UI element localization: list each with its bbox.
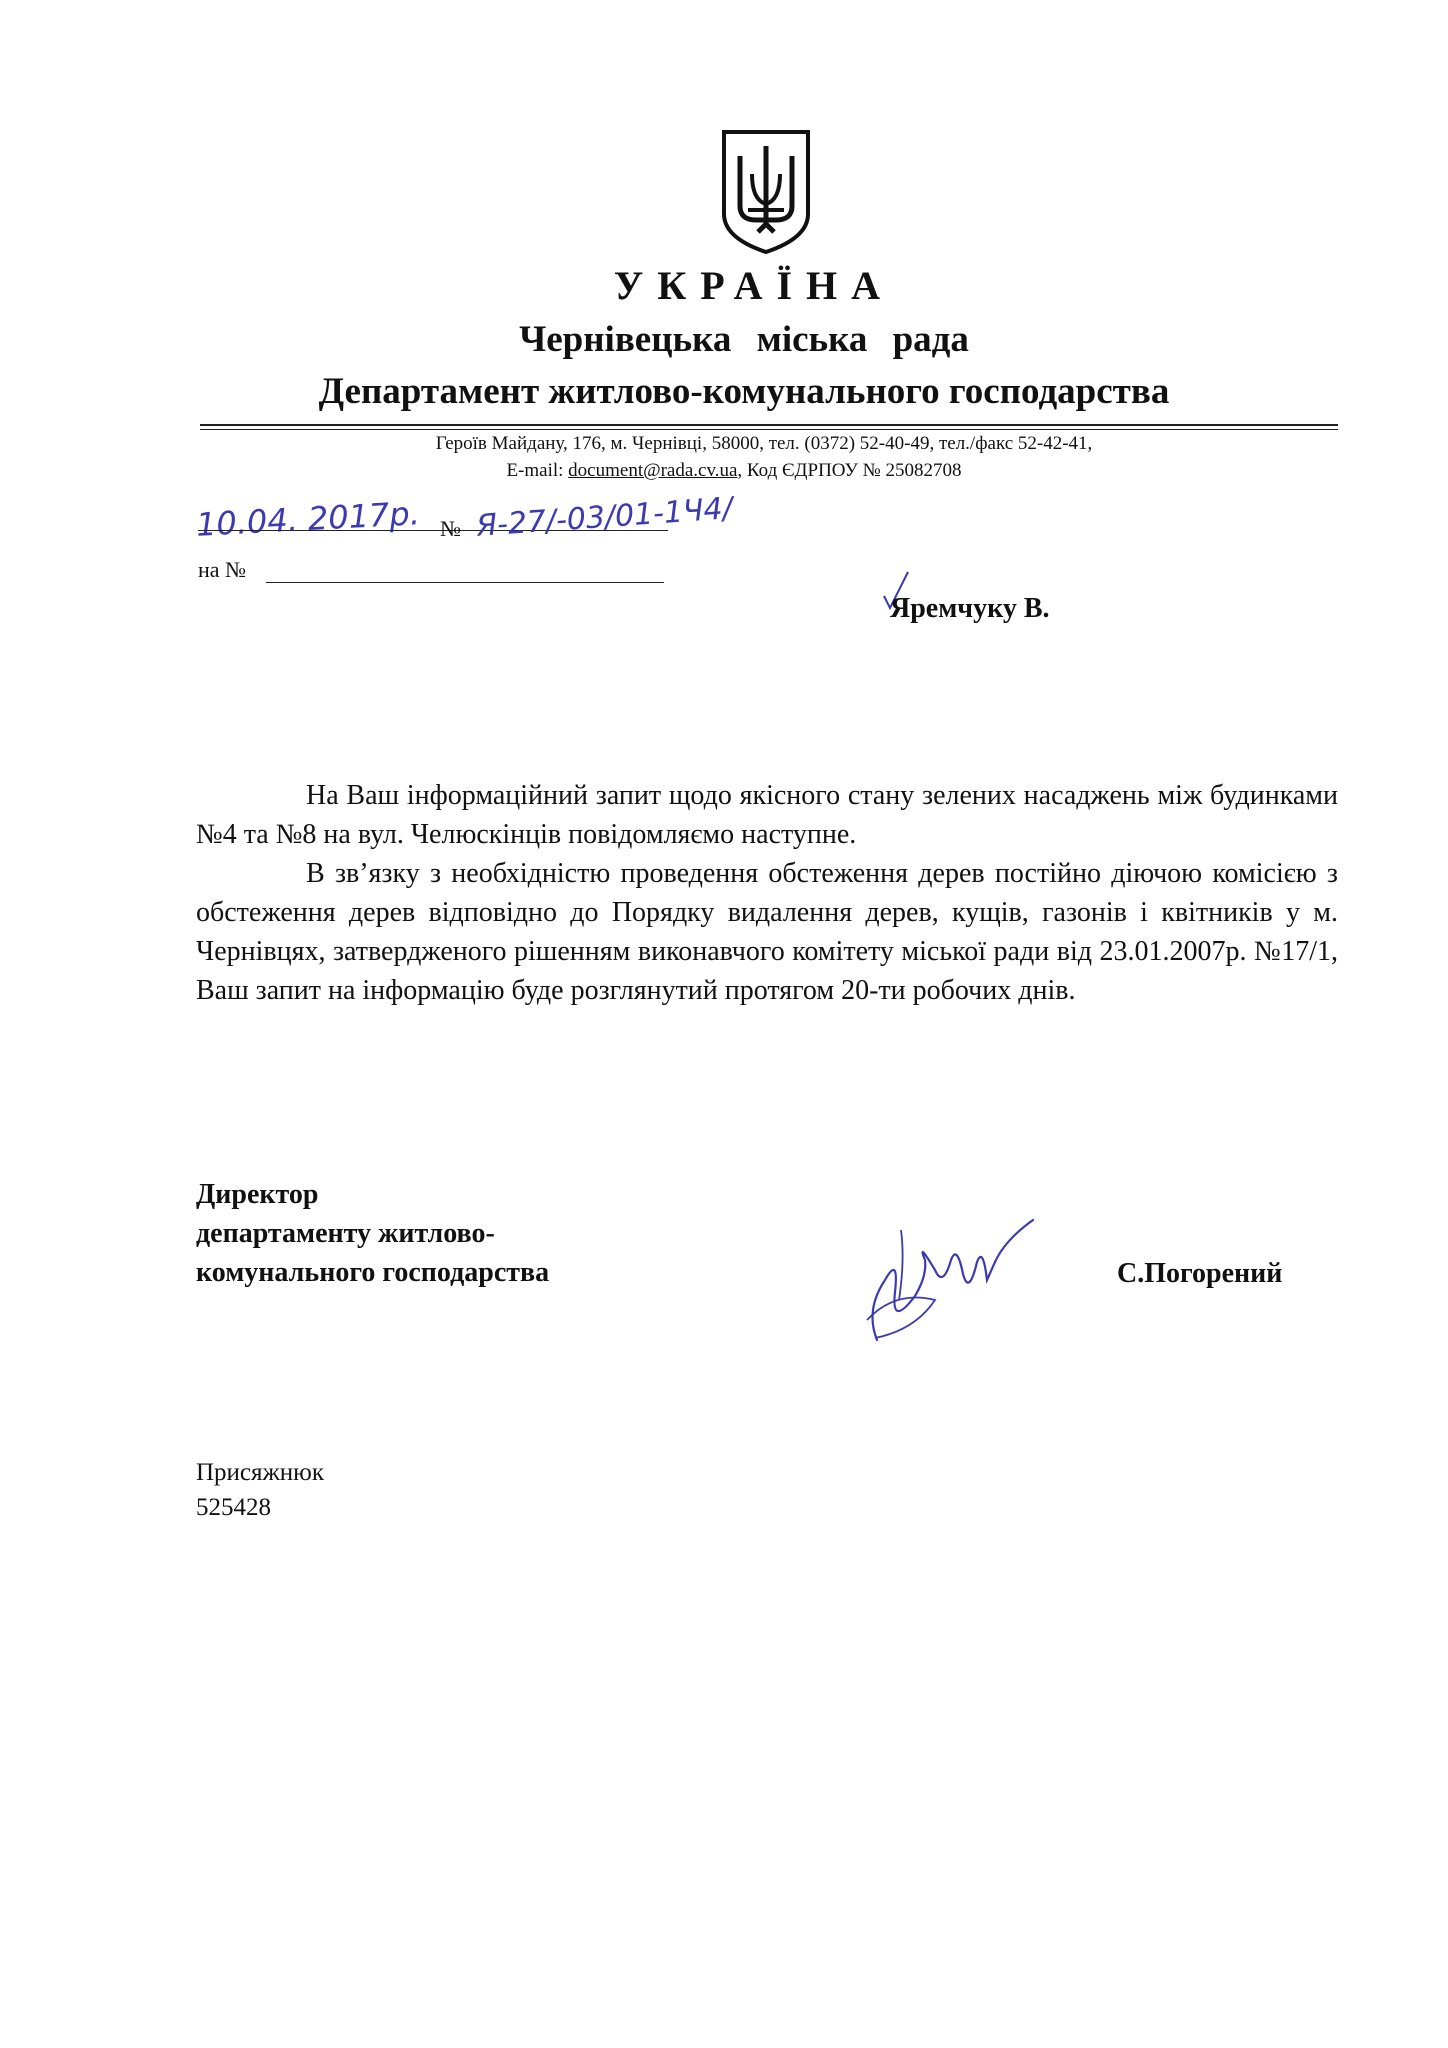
signature-icon: [855, 1200, 1035, 1350]
in-reply-label: на №: [198, 557, 247, 582]
signer-position: [196, 1175, 549, 1292]
signer-position-line-1: Директор: [196, 1179, 319, 1210]
department-contacts: [10, 460, 1448, 482]
letter-body: [196, 776, 1338, 1010]
email-label: E-mail:: [506, 460, 569, 481]
country-title: УКРАЇНА: [613, 263, 895, 308]
body-paragraph-1: На Ваш інформаційний запит щодо якісного стану зелених насаджень між будинками №4 та №8 на вул. Челюскінців повідомляємо наступне.: [196, 780, 1338, 850]
council-title: Чернівецька міська рада: [519, 319, 969, 360]
signer-position-line-3: комунального господарства: [196, 1257, 550, 1288]
department-title: Департамент житлово-комунального господарства: [318, 371, 1170, 412]
edrpou-code: , Код ЄДРПОУ № 25082708: [737, 460, 962, 481]
handwritten-date: 10.04. 2017р.: [195, 494, 421, 544]
body-paragraph-2: В зв’язку з необхідністю проведення обстеження дерев постійно діючою комісією з обстеження дерев відповідно до Порядку видалення дерев, кущів, газонів і квітників у м. Чернівцях, затвердженого рішенням виконавчого комітету міської ради від 23.01.2007р. №17/1, Ваш запит на інформацію буде розглянутий протягом 20-ти робочих днів.: [196, 858, 1338, 1006]
executor-name: Присяжнюк: [196, 1459, 325, 1486]
coat-of-arms-icon: [718, 128, 814, 256]
reference-number-label: №: [440, 516, 461, 541]
in-reply-line: [266, 582, 664, 583]
recipient-name: Яремчуку В.: [890, 593, 1050, 624]
handwritten-reference-number: Я-27/-03/01-1Ч4/: [475, 491, 734, 544]
executor-phone: 525428: [196, 1494, 271, 1521]
letterhead-rule-thin: [200, 429, 1338, 430]
department-address: Героїв Майдану, 176, м. Чернівці, 58000, тел. (0372) 52-40-49, тел./факс 52-42-41,: [435, 433, 1093, 454]
signer-name: С.Погорений: [1117, 1258, 1283, 1289]
letterhead-rule: [200, 424, 1338, 426]
executor-info: [196, 1455, 324, 1525]
email-link[interactable]: document@rada.cv.ua: [568, 460, 738, 481]
signer-position-line-2: департаменту житлово-: [196, 1218, 495, 1249]
